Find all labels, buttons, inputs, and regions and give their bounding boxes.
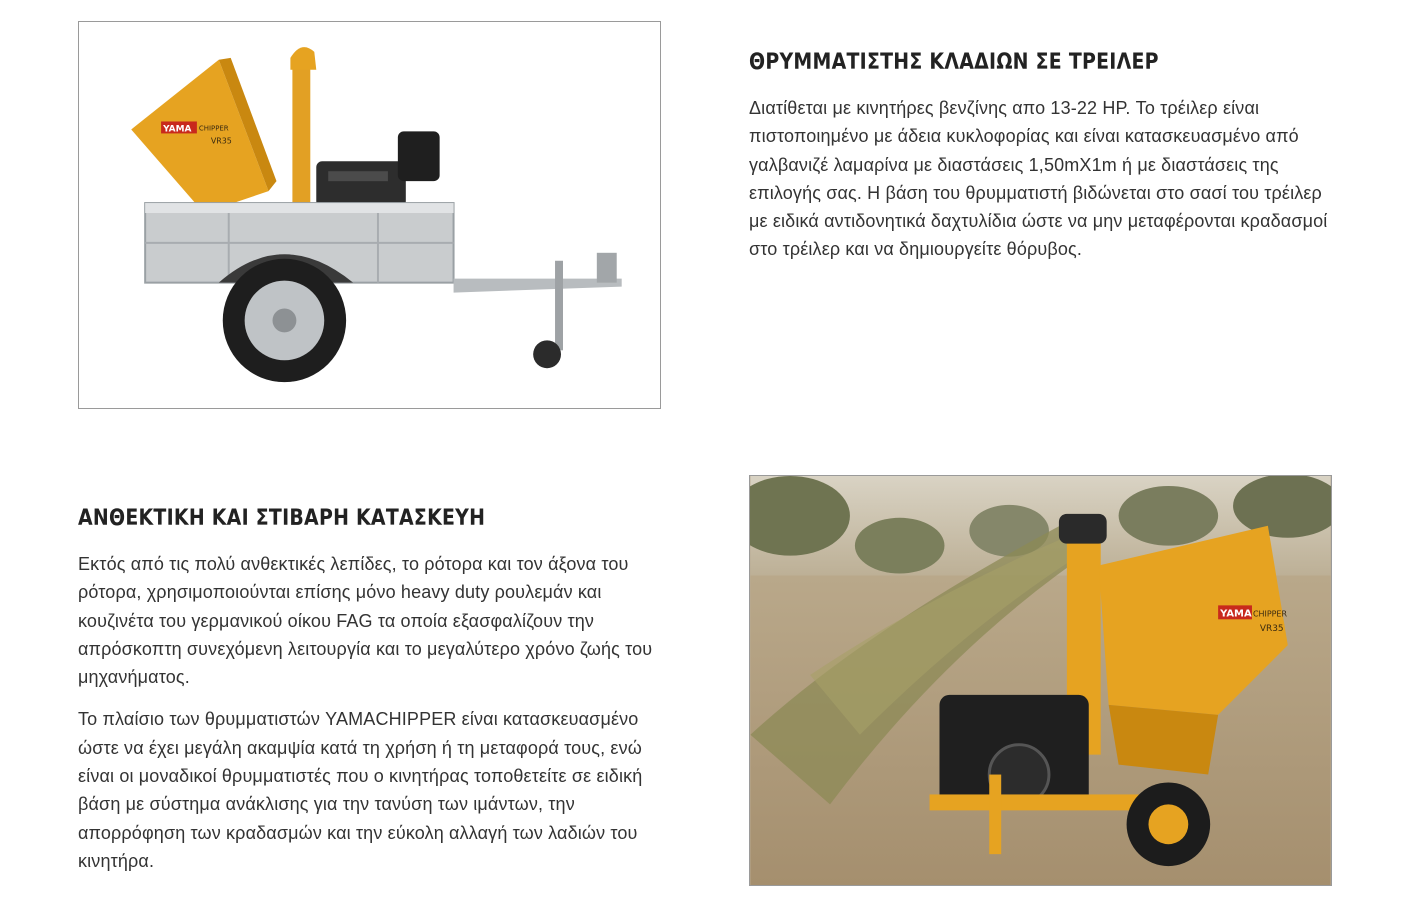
decal-brand: YAMA <box>1220 608 1252 620</box>
trailer-chipper-image <box>78 21 661 409</box>
decal-model: VR35 <box>1259 624 1284 635</box>
decal-model: VR35 <box>210 136 232 146</box>
section-title: ΘΡΥΜΜΑΤΙΣΤΗΣ ΚΛΑΔΙΩΝ ΣΕ ΤΡΕΙΛΕΡ <box>749 50 1159 75</box>
section-paragraph: Διατίθεται με κινητήρες βενζίνης απο 13-22 HP. Το τρέιλερ είναι πιστοποιημένο με άδεια κυκλοφορίας και είναι κατασκευασμένο από γαλβανιζέ λαμαρίνα με διαστάσεις 1,50mX1m ή με διαστάσεις της επιλογής σας. Η βάση του θρυμματιστή βιδώνεται στο σασί του τρέιλερ με ειδικά αντιδονητικά δαχτυλίδια ώστε να μην μεταφέρονται κραδασμοί στο τρέιλερ και να δημιουργείτε θόρυβος. <box>749 98 1328 260</box>
section-durable-construction <box>78 500 668 889</box>
section-paragraph: Εκτός από τις πολύ ανθεκτικές λεπίδες, το ρότορα και τον άξονα του ρότορα, χρησιμοποιούνται επίσης μόνο heavy duty ρουλεμάν και κουζινέτα του γερμανικού οίκου FAG τα οποία εξασφαλίζουν την απρόσκοπτη συνεχόμενη λειτουργία και το μεγαλύτερο χρόνο ζωής του μηχανήματος. <box>78 554 653 688</box>
section-trailer-chipper <box>749 44 1339 278</box>
decal-text: CHIPPER <box>198 124 229 133</box>
section-title: ΑΝΘΕΚΤΙΚΗ ΚΑΙ ΣΤΙΒΑΡΗ ΚΑΤΑΣΚΕΥΗ <box>78 506 486 531</box>
decal-brand: YAMA <box>163 124 192 135</box>
decal-text: CHIPPER <box>1252 609 1287 619</box>
chipper-in-field-image <box>749 475 1332 886</box>
section-paragraph: Το πλαίσιο των θρυμματιστών YAMACHIPPER είναι κατασκευασμένο ώστε να έχει μεγάλη ακαμψία κατά τη χρήση ή τη μεταφορά τους, ενώ είναι οι μοναδικοί θρυμματιστές που ο κινητήρας τοποθετείτε σε ειδική βάση με σύστημα ανάκλισης για την τανύση των ιμάντων, την απορρόφηση των κραδασμών και την εύκολη αλλαγή των λαδιών του κινητήρα. <box>78 709 643 871</box>
